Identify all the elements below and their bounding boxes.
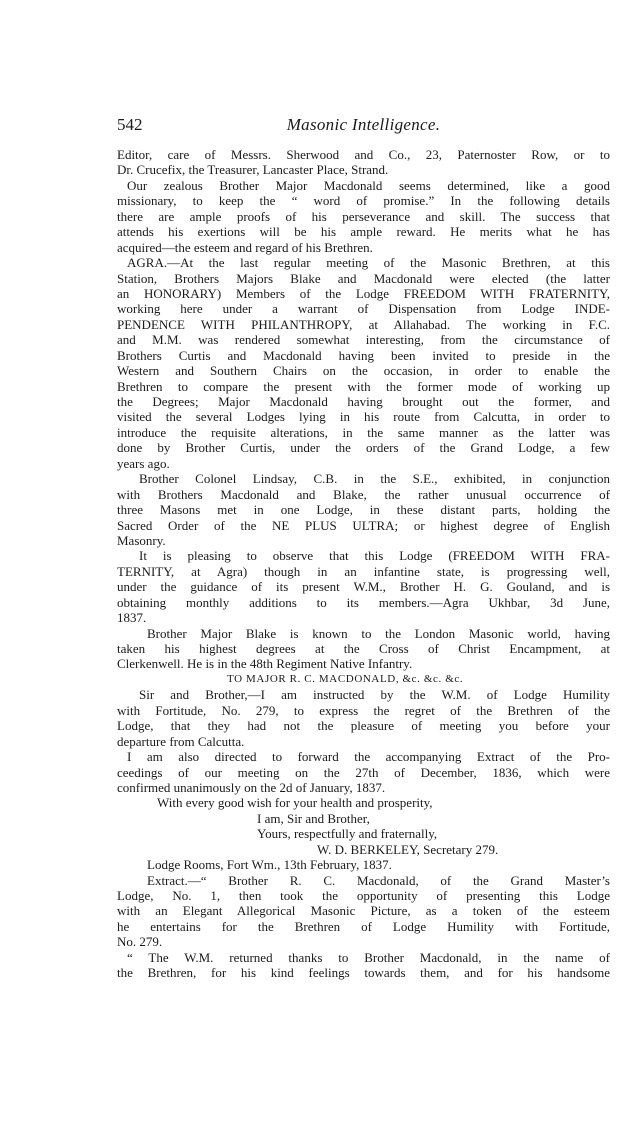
- text-line: Western and Southern Chairs on the occasion, in order to enable the: [117, 363, 610, 379]
- text-line: Brothers Curtis and Macdonald having been invited to preside in the: [117, 347, 610, 363]
- text-line: Clerkenwell. He is in the 48th Regiment Native Infantry.: [117, 656, 413, 672]
- text-line: I am also directed to forward the accompanying Extract of the Pro-: [127, 749, 610, 765]
- dateline: Lodge Rooms, Fort Wm., 13th February, 1837.: [147, 857, 392, 873]
- text-line: confirmed unanimously on the 2d of January, 1837.: [117, 779, 386, 795]
- article-body: [117, 147, 610, 981]
- text-line: Lodge, No. 1, then took the opportunity of presenting this Lodge: [117, 888, 610, 903]
- text-line: three Masons met in one Lodge, in these distant parts, holding the: [117, 502, 610, 518]
- text-line: with an Elegant Allegorical Masonic Picture, as a token of the esteem: [117, 903, 610, 919]
- text-line: Dr. Crucefix, the Treasurer, Lancaster Place, Strand.: [117, 162, 389, 178]
- text-line: Brother Colonel Lindsay, C.B. in the S.E., exhibited, in conjunction: [139, 471, 610, 487]
- signature-line: W. D. BERKELEY, Secretary 279.: [317, 841, 499, 857]
- text-line: Extract.—“ Brother R. C. Macdonald, of the Grand Master’s: [147, 872, 610, 888]
- closing-line: I am, Sir and Brother,: [257, 810, 370, 826]
- text-line: done by Brother Curtis, under the orders of the Grand Lodge, a few: [117, 440, 610, 456]
- text-line: Lodge, that they had not the pleasure of meeting you before your: [117, 718, 610, 734]
- text-line: introduce the requisite alterations, in the same manner as the latter was: [117, 424, 610, 440]
- text-line: No. 279.: [117, 934, 163, 950]
- text-line: Brethren to compare the present with the former mode of working up: [117, 378, 610, 394]
- text-line: Station, Brothers Majors Blake and Macdonald were elected (the latter: [117, 270, 610, 286]
- text-line: acquired—the esteem and regard of his Brethren.: [117, 239, 373, 255]
- text-line: 1837.: [117, 610, 147, 626]
- text-line: he entertains for the Brethren of Lodge Humility with Fortitude,: [117, 918, 610, 934]
- text-line: taken his highest degrees at the Cross of Christ Encampment, at: [117, 641, 610, 656]
- salutation-line: TO MAJOR R. C. MACDONALD, &c. &c. &c.: [227, 672, 464, 685]
- text-line: Sacred Order of the NE PLUS ULTRA; or highest degree of English: [117, 517, 610, 533]
- text-line: years ago.: [117, 455, 170, 471]
- text-line: and M.M. was rendered somewhat interesting, from the circumstance of: [117, 332, 610, 348]
- page-header: [117, 115, 610, 137]
- running-title: Masonic Intelligence.: [286, 115, 441, 134]
- text-line: the Degrees; Major Macdonald having brought out the former, and: [117, 394, 610, 409]
- text-line: “ The W.M. returned thanks to Brother Macdonald, in the name of: [127, 949, 610, 965]
- text-line: TERNITY, at Agra) though in an infantine state, is progressing well,: [117, 563, 610, 579]
- closing-line: With every good wish for your health and prosperity,: [157, 795, 433, 811]
- text-line: attends his exertions will be his ample reward. He merits what he has: [117, 224, 610, 240]
- text-line: Brother Major Blake is known to the London Masonic world, having: [147, 625, 610, 641]
- text-line: obtaining monthly additions to its members.—Agra Ukhbar, 3d June,: [117, 594, 610, 610]
- text-line: departure from Calcutta.: [117, 733, 245, 749]
- text-line: ceedings of our meeting on the 27th of December, 1836, which were: [117, 764, 610, 780]
- text-line: AGRA.—At the last regular meeting of the Masonic Brethren, at this: [127, 255, 610, 271]
- text-line: the Brethren, for his kind feelings towards them, and for his handsome: [117, 965, 610, 981]
- text-line: Masonry.: [117, 532, 166, 548]
- text-line: Our zealous Brother Major Macdonald seems determined, like a good: [127, 177, 610, 193]
- text-line: Editor, care of Messrs. Sherwood and Co., 23, Paternoster Row, or to: [117, 147, 610, 162]
- page-number: 542: [117, 115, 143, 134]
- text-line: working here under a warrant of Dispensation from Lodge INDE-: [117, 301, 610, 317]
- closing-line: Yours, respectfully and fraternally,: [257, 826, 438, 842]
- text-line: there are ample proofs of his perseverance and skill. The success that: [117, 208, 610, 224]
- text-line: an HONORARY) Members of the Lodge FREEDOM WITH FRATERNITY,: [117, 285, 610, 301]
- text-line: Sir and Brother,—I am instructed by the W.M. of Lodge Humility: [139, 687, 610, 703]
- text-line: It is pleasing to observe that this Lodge (FREEDOM WITH FRA-: [139, 548, 610, 564]
- text-line: PENDENCE WITH PHILANTHROPY, at Allahabad. The working in F.C.: [117, 316, 610, 332]
- text-line: with Brothers Macdonald and Blake, the rather unusual occurrence of: [117, 486, 610, 502]
- text-line: with Fortitude, No. 279, to express the regret of the Brethren of the: [117, 702, 610, 718]
- text-line: missionary, to keep the “ word of promise.” In the following details: [117, 193, 610, 209]
- text-line: visited the several Lodges lying in his route from Calcutta, in order to: [117, 409, 610, 425]
- text-line: under the guidance of its present W.M., Brother H. G. Gouland, and is: [117, 579, 610, 595]
